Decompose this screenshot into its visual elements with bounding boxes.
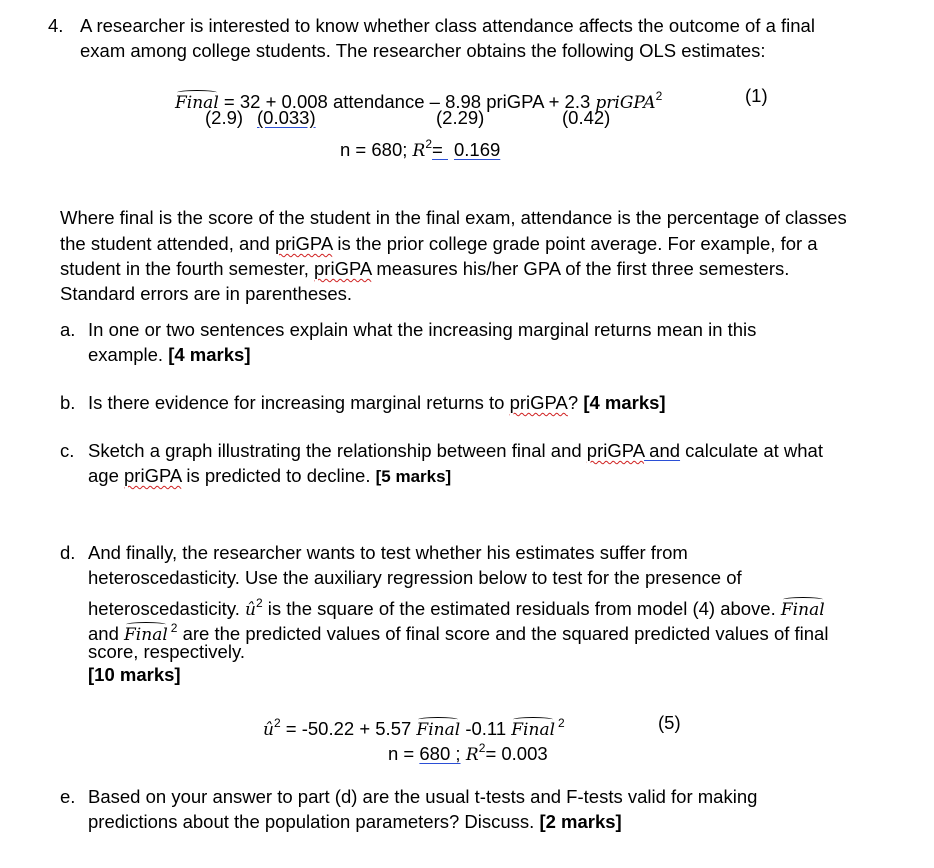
part-e-letter: e. bbox=[60, 786, 76, 807]
part-c-marks: [5 marks] bbox=[375, 467, 452, 486]
se-prigpa: (2.29) bbox=[436, 107, 485, 128]
question-number: 4. bbox=[48, 15, 64, 36]
where-line1: Where final is the score of the student in the final exam, attendance is the percentage of classes bbox=[60, 207, 847, 228]
part-d-line1: And finally, the researcher wants to test whether his estimates suffer from bbox=[88, 542, 688, 563]
equation-5: $û^2 = -50.22 + 5.57$ Final -0.11 Final $^2$ bbox=[263, 716, 565, 740]
part-d-line4: and Final $^2$ are the predicted values of final score and the squared predicted values of final bbox=[88, 621, 829, 645]
equation-1-stats: n = 680; $R^2= 0.169$ bbox=[340, 137, 501, 161]
part-c-letter: c. bbox=[60, 440, 75, 461]
final-hat-symbol: Final bbox=[124, 625, 168, 645]
question-intro-line1: A researcher is interested to know whether class attendance affects the outcome of a final bbox=[80, 15, 815, 36]
final-hat-symbol: Final bbox=[175, 93, 219, 113]
part-b-text: Is there evidence for increasing marginal returns to priGPA? [4 marks] bbox=[88, 392, 666, 413]
equation-5-stats: n = 680 ; $R^2= 0.003$ bbox=[388, 741, 548, 765]
se-attendance: (0.033) bbox=[257, 107, 316, 128]
part-e-marks: [2 marks] bbox=[539, 811, 622, 832]
part-a-letter: a. bbox=[60, 319, 76, 340]
part-d-line3: heteroscedasticity. $û^2$ is the square of the estimated residuals from model (4) above. Final bbox=[88, 596, 825, 620]
where-line3: student in the fourth semester, priGPA measures his/her GPA of the first three semesters. bbox=[60, 258, 790, 279]
part-e-line2: predictions about the population parameters? Discuss. [2 marks] bbox=[88, 811, 622, 832]
se-intercept: (2.9) bbox=[205, 107, 244, 128]
part-e-line1: Based on your answer to part (d) are the usual t-tests and F-tests valid for making bbox=[88, 786, 758, 807]
question-intro-line2: exam among college students. The researcher obtains the following OLS estimates: bbox=[80, 40, 766, 61]
final-hat-symbol: Final bbox=[511, 720, 556, 740]
final-hat-symbol: Final bbox=[780, 600, 825, 620]
part-b-letter: b. bbox=[60, 392, 76, 413]
equation-1: Final = 32 + 0.008 attendance – 8.98 priGPA + 2.3 priGPA$^2$ bbox=[175, 89, 663, 113]
part-d-marks: [10 marks] bbox=[88, 664, 181, 685]
part-a-line2: example. [4 marks] bbox=[88, 344, 251, 365]
part-a-line1: In one or two sentences explain what the increasing marginal returns mean in this bbox=[88, 319, 757, 340]
part-a-marks: [4 marks] bbox=[168, 344, 251, 365]
part-c-line1: Sketch a graph illustrating the relationship between final and priGPA and calculate at what bbox=[88, 440, 823, 461]
part-d-line2: heteroscedasticity. Use the auxiliary regression below to test for the presence of bbox=[88, 567, 742, 588]
part-d-letter: d. bbox=[60, 542, 76, 563]
part-c-line2: age priGPA is predicted to decline. [5 marks] bbox=[88, 465, 452, 486]
where-line2: the student attended, and priGPA is the prior college grade point average. For example, for a bbox=[60, 233, 818, 254]
equation-5-label: (5) bbox=[658, 712, 681, 733]
part-d-line5: score, respectively. bbox=[88, 641, 245, 662]
part-b-marks: [4 marks] bbox=[583, 392, 666, 413]
final-hat-symbol: Final bbox=[416, 720, 461, 740]
se-prigpa-squared: (0.42) bbox=[562, 107, 611, 128]
where-line4: Standard errors are in parentheses. bbox=[60, 283, 353, 304]
equation-1-label: (1) bbox=[745, 85, 768, 106]
